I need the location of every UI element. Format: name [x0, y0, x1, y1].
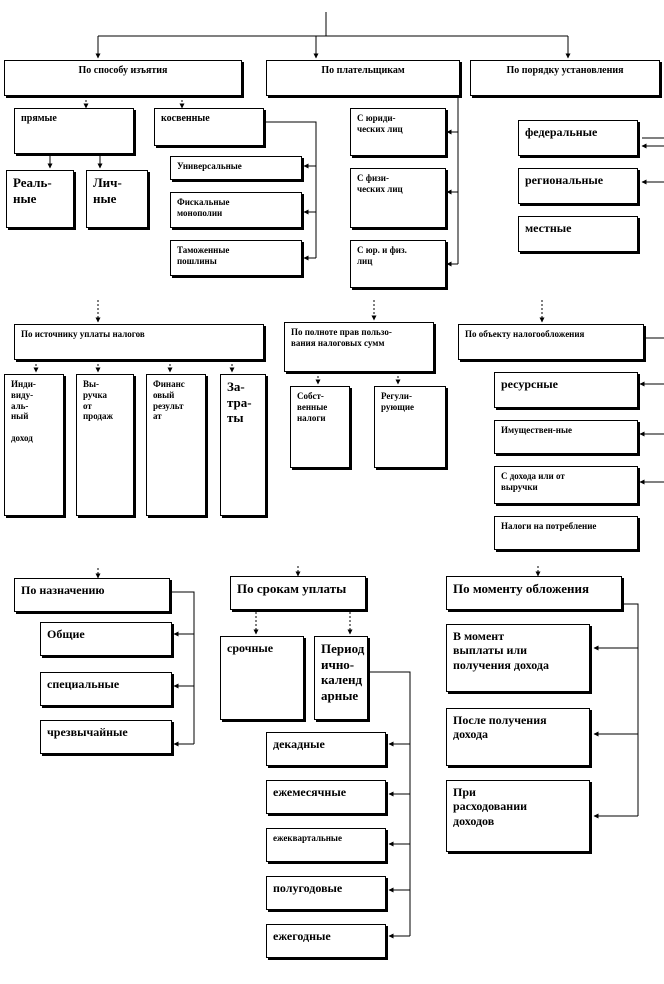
property-taxes-box: Имуществен-ные — [494, 420, 638, 454]
by-tax-object-box: По объекту налогообложения — [458, 324, 644, 360]
by-payment-source-box: По источнику уплаты налогов — [14, 324, 264, 360]
own-taxes-box: Собст- венные налоги — [290, 386, 350, 468]
consumption-taxes-box: Налоги на потребление — [494, 516, 638, 550]
monthly-box: ежемесячные — [266, 780, 386, 814]
regional-box: региональные — [518, 168, 638, 204]
quarterly-box: ежеквартальные — [266, 828, 386, 862]
customs-duties-box: Таможенные пошлины — [170, 240, 302, 276]
by-payers-box: По плательщикам — [266, 60, 460, 96]
annual-box: ежегодные — [266, 924, 386, 958]
indirect-taxes-box: косвенные — [154, 108, 264, 146]
federal-box: федеральные — [518, 120, 638, 156]
by-establishment-box: По порядку установления — [470, 60, 660, 96]
direct-taxes-box: прямые — [14, 108, 134, 154]
special-taxes-box: специальные — [40, 672, 172, 706]
at-payment-box: В момент выплаты или получения дохода — [446, 624, 590, 692]
general-taxes-box: Общие — [40, 622, 172, 656]
by-purpose-box: По назначению — [14, 578, 170, 612]
after-receipt-box: После получения дохода — [446, 708, 590, 766]
local-box: местные — [518, 216, 638, 252]
regulating-taxes-box: Регули- рующие — [374, 386, 446, 468]
by-payment-terms-box: По срокам уплаты — [230, 576, 366, 610]
semiannual-box: полугодовые — [266, 876, 386, 910]
decade-box: декадные — [266, 732, 386, 766]
real-taxes-box: Реаль- ные — [6, 170, 74, 228]
fiscal-monopolies-box: Фискальные монополии — [170, 192, 302, 228]
by-taxation-moment-box: По моменту обложения — [446, 576, 622, 610]
legal-and-individuals-box: С юр. и физ. лиц — [350, 240, 446, 288]
individual-income-box: Инди- виду- аль- ный доход — [4, 374, 64, 516]
universal-box: Универсальные — [170, 156, 302, 180]
emergency-taxes-box: чрезвычайные — [40, 720, 172, 754]
by-method-box: По способу изъятия — [4, 60, 242, 96]
costs-box: За- тра- ты — [220, 374, 266, 516]
resource-taxes-box: ресурсные — [494, 372, 638, 408]
by-usage-rights-box: По полноте прав пользо- вания налоговых сумм — [284, 322, 434, 372]
legal-entities-box: С юриди- ческих лиц — [350, 108, 446, 156]
income-revenue-taxes-box: С дохода или от выручки — [494, 466, 638, 504]
periodic-calendar-box: Период ично- календ арные — [314, 636, 368, 720]
individuals-box: С физи- ческих лиц — [350, 168, 446, 228]
at-spending-box: При расходовании доходов — [446, 780, 590, 852]
urgent-taxes-box: срочные — [220, 636, 304, 720]
financial-result-box: Финанс овый результ ат — [146, 374, 206, 516]
sales-revenue-box: Вы- ручка от продаж — [76, 374, 134, 516]
personal-taxes-box: Лич- ные — [86, 170, 148, 228]
